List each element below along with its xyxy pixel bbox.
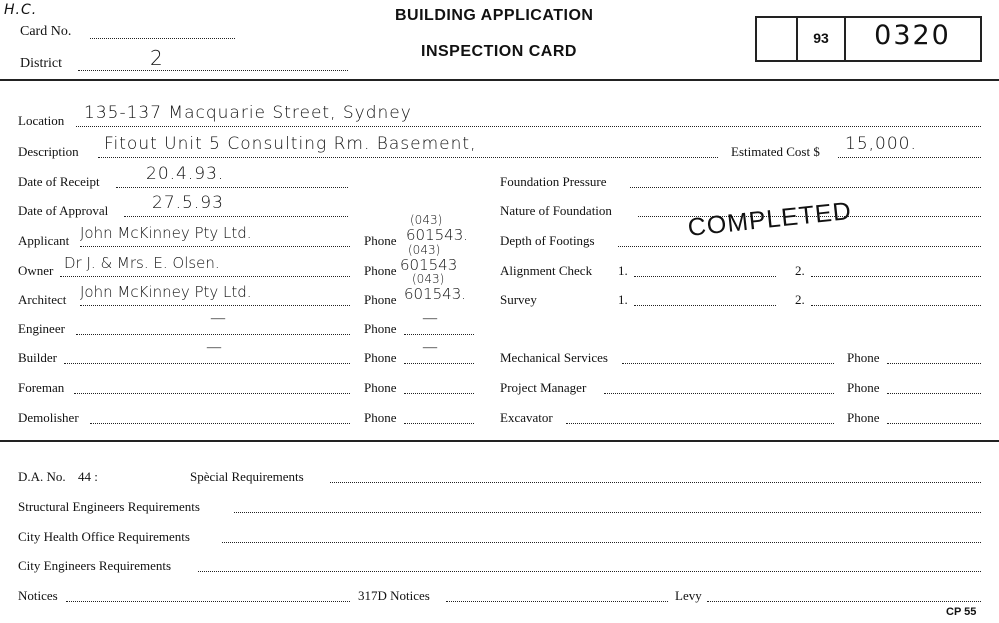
engineer-phone-field[interactable] — [404, 334, 474, 335]
foreman-phone-label: Phone — [364, 380, 397, 395]
builder-field[interactable] — [64, 363, 350, 364]
date-receipt-value: 20.4.93. — [146, 164, 225, 184]
excavator-phone-field[interactable] — [887, 423, 981, 424]
demolisher-phone-field[interactable] — [404, 423, 474, 424]
depth-footings-field[interactable] — [618, 246, 981, 247]
owner-phone-value: 601543 — [400, 256, 458, 274]
builder-phone-field[interactable] — [404, 363, 474, 364]
survey-label: Survey — [500, 292, 537, 307]
demolisher-field[interactable] — [90, 423, 350, 424]
district-field[interactable] — [78, 70, 348, 71]
levy-label: Levy — [675, 588, 702, 603]
reference-box — [755, 16, 982, 62]
completed-stamp: COMPLETED — [686, 196, 854, 242]
mechanical-services-field[interactable] — [622, 363, 834, 364]
date-approval-value: 27.5.93 — [152, 193, 224, 213]
foreman-label: Foreman — [18, 380, 65, 395]
engineer-dash: — — [210, 308, 227, 327]
date-approval-label: Date of Approval — [18, 203, 109, 218]
notices-label: Notices — [18, 588, 58, 603]
district-value: 2 — [150, 46, 164, 70]
location-label: Location — [18, 113, 65, 128]
card-no-field[interactable] — [90, 38, 235, 39]
owner-value: Dr J. & Mrs. E. Olsen. — [64, 254, 220, 272]
mechanical-phone-field[interactable] — [887, 363, 981, 364]
notices-field[interactable] — [66, 601, 350, 602]
architect-field[interactable] — [80, 305, 350, 306]
architect-area-code: (043) — [412, 272, 445, 286]
project-manager-phone-label: Phone — [847, 380, 880, 395]
details-rule — [0, 440, 999, 442]
foundation-pressure-label: Foundation Pressure — [500, 174, 607, 189]
demolisher-phone-label: Phone — [364, 410, 397, 425]
foreman-phone-field[interactable] — [404, 393, 474, 394]
date-approval-field[interactable] — [124, 216, 348, 217]
notices-317d-field[interactable] — [446, 601, 668, 602]
da-no-value: 44 : — [78, 469, 98, 484]
depth-footings-label: Depth of Footings — [500, 233, 595, 248]
description-value: Fitout Unit 5 Consulting Rm. Basement, — [104, 134, 477, 154]
structural-engineers-label: Structural Engineers Requirements — [18, 499, 200, 514]
owner-phone-label: Phone — [364, 263, 397, 278]
special-requirements-field[interactable] — [330, 482, 981, 483]
builder-label: Builder — [18, 350, 57, 365]
district-label: District — [20, 56, 62, 71]
description-label: Description — [18, 144, 79, 159]
header-rule — [0, 79, 999, 81]
owner-field[interactable] — [60, 276, 350, 277]
foundation-pressure-field[interactable] — [630, 187, 981, 188]
survey-field-2[interactable] — [811, 305, 981, 306]
engineer-phone-dash: — — [422, 308, 439, 327]
applicant-label: Applicant — [18, 233, 70, 248]
reference-year: 93 — [813, 30, 829, 46]
architect-phone-value: 601543. — [404, 285, 467, 303]
project-manager-label: Project Manager — [500, 380, 587, 395]
date-receipt-label: Date of Receipt — [18, 174, 100, 189]
form-code: CP 55 — [946, 606, 977, 618]
excavator-phone-label: Phone — [847, 410, 880, 425]
applicant-phone-label: Phone — [364, 233, 397, 248]
applicant-phone-value: 601543. — [406, 226, 469, 244]
architect-phone-label: Phone — [364, 292, 397, 307]
corner-note: H.C. — [4, 2, 38, 18]
builder-dash: — — [206, 337, 223, 356]
levy-field[interactable] — [707, 601, 981, 602]
project-manager-field[interactable] — [604, 393, 834, 394]
engineer-label: Engineer — [18, 321, 65, 336]
location-value: 135-137 Macquarie Street, Sydney — [84, 103, 412, 123]
card-no-label: Card No. — [20, 24, 72, 39]
applicant-value: John McKinney Pty Ltd. — [80, 224, 252, 242]
nature-foundation-label: Nature of Foundation — [500, 203, 612, 218]
alignment-check-field-2[interactable] — [811, 276, 981, 277]
estimated-cost-value: 15,000. — [845, 134, 917, 154]
da-no-label: D.A. No. — [18, 469, 66, 484]
estimated-cost-label: Estimated Cost $ — [731, 144, 820, 159]
reference-number: 0320 — [874, 20, 951, 51]
engineer-field[interactable] — [76, 334, 350, 335]
builder-phone-label: Phone — [364, 350, 397, 365]
project-manager-phone-field[interactable] — [887, 393, 981, 394]
location-field[interactable] — [76, 126, 981, 127]
builder-phone-dash: — — [422, 337, 439, 356]
city-engineers-label: City Engineers Requirements — [18, 558, 172, 573]
owner-label: Owner — [18, 263, 54, 278]
owner-area-code: (043) — [408, 243, 441, 257]
structural-engineers-field[interactable] — [234, 512, 981, 513]
notices-317d-label: 317D Notices — [358, 588, 430, 603]
survey-num-2: 2. — [795, 292, 805, 307]
alignment-check-num-2: 2. — [795, 263, 805, 278]
city-engineers-field[interactable] — [198, 571, 981, 572]
special-requirements-label: Spècial Requirements — [190, 469, 304, 484]
survey-num-1: 1. — [618, 292, 628, 307]
date-receipt-field[interactable] — [116, 187, 348, 188]
excavator-field[interactable] — [566, 423, 834, 424]
form-title: BUILDING APPLICATION — [395, 7, 594, 24]
survey-field-1[interactable] — [634, 305, 776, 306]
alignment-check-label: Alignment Check — [500, 263, 593, 278]
applicant-area-code: (043) — [410, 213, 443, 227]
engineer-phone-label: Phone — [364, 321, 397, 336]
excavator-label: Excavator — [500, 410, 553, 425]
foreman-field[interactable] — [74, 393, 350, 394]
applicant-field[interactable] — [80, 246, 350, 247]
architect-label: Architect — [18, 292, 67, 307]
mechanical-services-label: Mechanical Services — [500, 350, 608, 365]
demolisher-label: Demolisher — [18, 410, 79, 425]
estimated-cost-field[interactable] — [838, 157, 981, 158]
alignment-check-num-1: 1. — [618, 263, 628, 278]
architect-value: John McKinney Pty Ltd. — [80, 283, 252, 301]
mechanical-phone-label: Phone — [847, 350, 880, 365]
form-subtitle: INSPECTION CARD — [421, 43, 577, 60]
city-health-field[interactable] — [222, 542, 981, 543]
description-field[interactable] — [98, 157, 718, 158]
city-health-label: City Health Office Requirements — [18, 529, 190, 544]
alignment-check-field-1[interactable] — [634, 276, 776, 277]
